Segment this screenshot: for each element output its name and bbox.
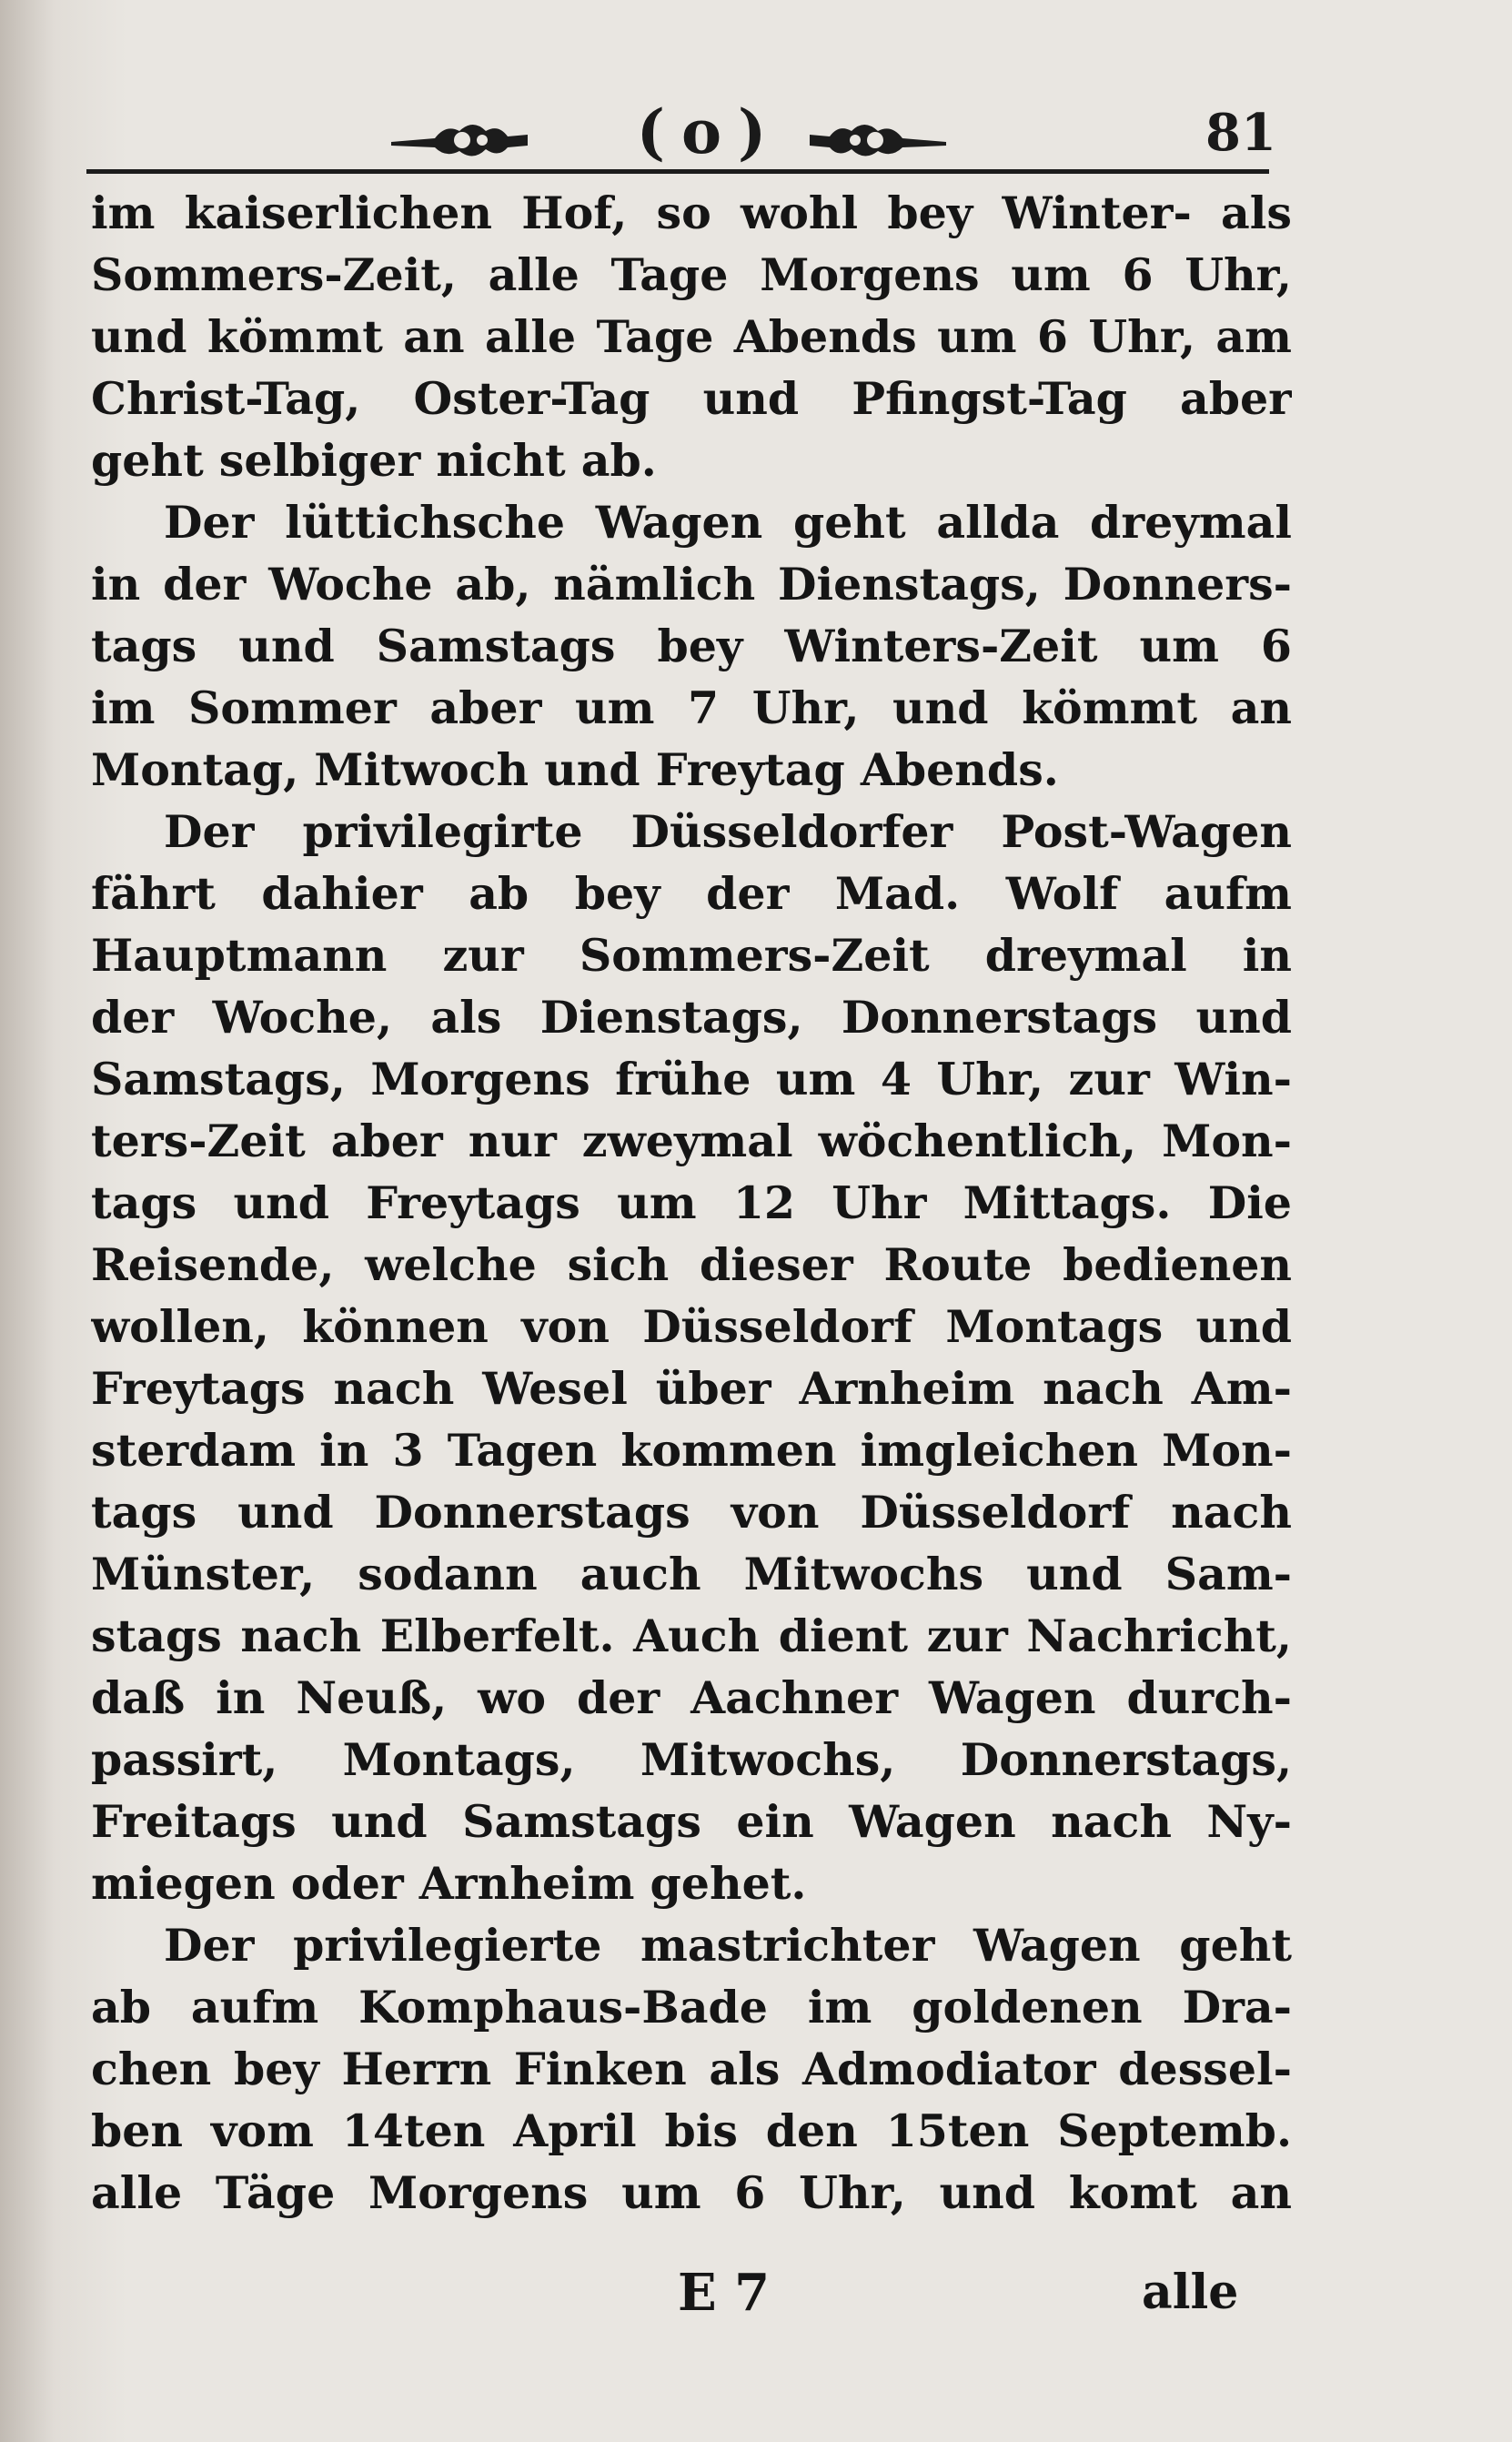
signature-mark: E 7 [678, 2263, 771, 2323]
text-line: tags und Samstags bey Winters-Zeit um 6 [91, 620, 1292, 672]
paragraph [91, 1914, 1292, 2224]
paragraph [91, 801, 1292, 1914]
page-header [82, 91, 1274, 173]
text-line: Der privilegierte mastrichter Wagen geht [164, 1919, 1292, 1972]
text-line: chen bey Herrn Finken als Admodiator dessel- [91, 2043, 1292, 2095]
paragraph [91, 491, 1292, 801]
text-line: Reisende, welche sich dieser Route bedienen [91, 1238, 1292, 1291]
text-line: Hauptmann zur Sommers-Zeit dreymal in [91, 929, 1292, 982]
text-line: Sommers-Zeit, alle Tage Morgens um 6 Uhr, [91, 248, 1292, 301]
text-line: wollen, können von Düsseldorf Montags und [91, 1300, 1292, 1353]
header-rule [86, 169, 1269, 174]
text-line: Christ-Tag, Oster-Tag und Pfingst-Tag aber [91, 372, 1292, 425]
left-ornament-icon [391, 111, 528, 166]
catchword: alle [1142, 2265, 1239, 2320]
page-number: 81 [1205, 103, 1276, 163]
text-line: Montag, Mitwoch und Freytag Abends. [91, 743, 1059, 796]
text-line: ters-Zeit aber nur zweymal wöchentlich, Mon- [91, 1115, 1292, 1167]
text-line: daß in Neuß, wo der Aachner Wagen durch- [91, 1671, 1292, 1724]
text-line: Freitags und Samstags ein Wagen nach Ny- [91, 1795, 1292, 1848]
text-line: Münster, sodann auch Mitwochs und Sam- [91, 1548, 1292, 1600]
text-line: ab aufm Komphaus-Bade im goldenen Dra- [91, 1981, 1292, 2033]
page-footer [0, 2256, 1512, 2329]
text-line: geht selbiger nicht ab. [91, 434, 657, 487]
body-text [91, 182, 1292, 2224]
text-line: und kömmt an alle Tage Abends um 6 Uhr, am [91, 310, 1292, 363]
text-line: Der privilegirte Düsseldorfer Post-Wagen [164, 805, 1292, 858]
header-mark: (o) [636, 96, 783, 167]
paragraph [91, 182, 1292, 491]
text-line: tags und Donnerstags von Düsseldorf nach [91, 1486, 1292, 1539]
text-line: tags und Freytags um 12 Uhr Mittags. Die [91, 1176, 1292, 1229]
text-line: im kaiserlichen Hof, so wohl bey Winter- als [91, 187, 1292, 239]
text-line: Der lüttichsche Wagen geht allda dreymal [164, 496, 1292, 549]
text-line: im Sommer aber um 7 Uhr, und kömmt an [91, 681, 1292, 734]
text-line: fährt dahier ab bey der Mad. Wolf aufm [91, 867, 1292, 920]
text-line: der Woche, als Dienstags, Donnerstags und [91, 991, 1292, 1044]
text-line: passirt, Montags, Mitwochs, Donnerstags, [91, 1733, 1292, 1786]
text-line: alle Täge Morgens um 6 Uhr, und komt an [91, 2166, 1292, 2219]
text-line: ben vom 14ten April bis den 15ten Septemb. [91, 2104, 1292, 2157]
text-line: Freytags nach Wesel über Arnheim nach Am- [91, 1362, 1292, 1415]
text-line: stags nach Elberfelt. Auch dient zur Nachricht, [91, 1610, 1292, 1662]
right-ornament-icon [810, 111, 946, 166]
text-line: Samstags, Morgens frühe um 4 Uhr, zur Win- [91, 1053, 1292, 1105]
text-line: in der Woche ab, nämlich Dienstags, Donners- [91, 558, 1292, 610]
text-line: sterdam in 3 Tagen kommen imgleichen Mon- [91, 1424, 1292, 1477]
text-line: miegen oder Arnheim gehet. [91, 1857, 807, 1910]
